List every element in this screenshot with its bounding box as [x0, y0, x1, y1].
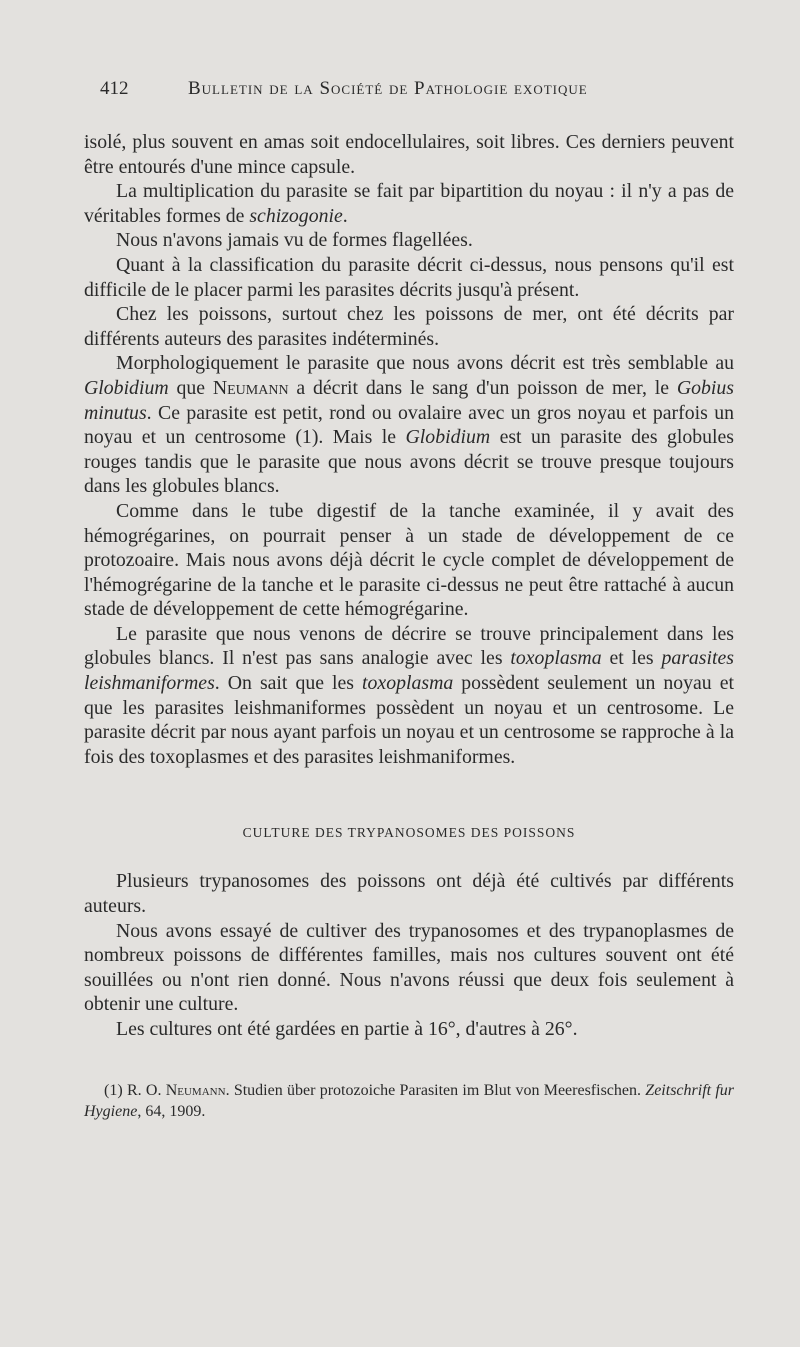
footnote-journal: Zeitschrift fur Hygiene [84, 1081, 735, 1120]
text-span: . Ce parasite est petit, rond ou ovalaire avec un gros noyau et parfois un noyau et un centrosome (1). Mais le [84, 401, 734, 449]
footnote-text: . Studien über protozoiche Parasiten im Blut von Meeresfischen. [225, 1081, 646, 1099]
paragraph-classification: Quant à la classification du parasite décrit ci-dessus, nous pensons qu'il est difficile de le placer parmi les parasites décrits jusqu'à présent. [84, 253, 734, 301]
paragraph-morphologie [84, 351, 734, 499]
text-span: Morphologiquement le parasite que nous avons décrit est très semblable au [116, 352, 734, 375]
text-span: que [168, 376, 213, 399]
text-span: La multiplication du parasite se fait par bipartition du noyau : il n'y a pas de véritables formes de [84, 180, 734, 227]
text-span: a décrit dans le sang d'un poisson de mer, le [288, 376, 677, 399]
paragraph-cultures-intro: Plusieurs trypanosomes des poissons ont déjà été cultivés par différents auteurs. [84, 870, 734, 918]
paragraph-flagellees: Nous n'avons jamais vu de formes flagellées. [116, 229, 473, 252]
paragraph-poissons: Chez les poissons, surtout chez les poissons de mer, ont été décrits par différents auteurs des parasites indéterminés. [84, 303, 734, 350]
italic-term: toxoplasma [510, 647, 602, 670]
paragraph-multiplication [84, 179, 734, 228]
italic-term: toxoplasma [362, 672, 454, 695]
page-number: 412 [100, 78, 129, 99]
paragraph-toxoplasma [84, 622, 734, 770]
text-span: et les [601, 647, 662, 670]
text-span: . [342, 204, 348, 227]
italic-term: Globidium [405, 426, 491, 449]
paragraph-cultures-essai: Nous avons essayé de cultiver des trypanosomes et des trypanoplasmes de nombreux poissons de différentes familles, mais nos cultures souvent ont été souillées ou n'ont rien donné. Nous n'avons réussi que deux fois seulement à obtenir une culture. [84, 919, 734, 1016]
footnote-author: R. O. Neumann [126, 1081, 226, 1099]
text-span: est un parasite des globules rouges tandis que le parasite que nous avons décrit se trouve presque toujours dans les globules blancs. [84, 426, 735, 498]
italic-term: Globidium [84, 376, 169, 399]
paragraph-cultures-temperature: Les cultures ont été gardées en partie à 16°, d'autres à 26°. [116, 1018, 578, 1040]
paragraph-hemogregarines: Comme dans le tube digestif de la tanche examinée, il y avait des hémogrégarines, on pourrait penser à un stade de développement de ce protozoaire. Mais nous avons déjà décrit le cycle complet de développement de l'hémogrégarine de la tanche et le parasite ci-dessus ne peut être rattaché à aucun stade de développement de cette hémogrégarine. [84, 499, 734, 621]
text-span: possèdent seulement un noyau et que les parasites leishmaniformes possèdent un noyau et un centrosome. Le parasite décrit par nous ayant parfois un noyau et un centrosome se rapproche à la fois des toxoplasmes et des parasites leishmaniformes. [84, 672, 735, 768]
italic-term: Gobius minutus [84, 376, 734, 424]
running-title: Bulletin de la Société de Pathologie exotique [188, 78, 588, 99]
body-text [84, 130, 734, 1122]
text-span: Le parasite que nous venons de décrire se trouve principalement dans les globules blancs. Il n'est pas sans analogie avec les [84, 622, 734, 670]
footnote-marker: (1) [104, 1081, 123, 1099]
italic-term: schizogonie [249, 204, 343, 227]
author-name: Neumann [212, 376, 289, 399]
footnote-text: , 64, 1909. [137, 1102, 206, 1120]
text-span: . On sait que les [214, 672, 363, 695]
footnote [84, 1080, 734, 1122]
running-header [100, 78, 734, 100]
italic-term: parasites leishmaniformes [84, 647, 734, 695]
paragraph-continued: isolé, plus souvent en amas soit endocellulaires, soit libres. Ces derniers peuvent être entourés d'une mince capsule. [84, 131, 734, 178]
section-heading: CULTURE DES TRYPANOSOMES DES POISSONS [242, 825, 576, 841]
